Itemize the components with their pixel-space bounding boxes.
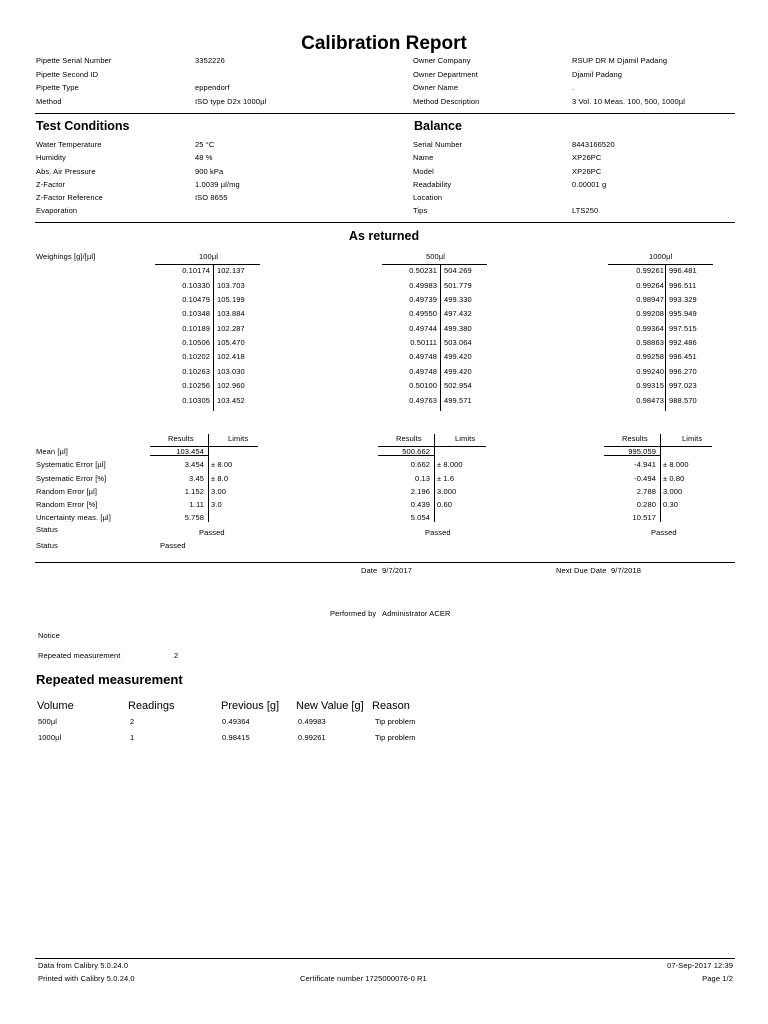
weighing-mass-g: 0.49550 — [409, 309, 437, 318]
balance-value: 8443166520 — [572, 140, 615, 149]
repeat-readings: 2 — [130, 717, 135, 726]
method-description-value: 3 Vol. 10 Meas. 100, 500, 1000µl — [572, 97, 686, 106]
result-sys-err-ul: 0.662 — [410, 460, 430, 469]
row-label-rand-pct: Random Error [%] — [36, 500, 98, 509]
weighing-volume-ul: 105.470 — [217, 338, 245, 347]
volume-status: Passed — [199, 528, 225, 537]
owner-department-value: Djamil Padang — [572, 70, 623, 79]
weighing-volume-ul: 995.949 — [669, 309, 697, 318]
weighing-mass-g: 0.10506 — [182, 338, 210, 347]
repeat-previous: 0.49364 — [222, 717, 250, 726]
weighing-volume-ul: 102.137 — [217, 266, 245, 275]
weighing-volume-ul: 103.703 — [217, 281, 245, 290]
weighing-mass-g: 0.98473 — [636, 396, 664, 405]
footer-page: Page 1/2 — [702, 974, 733, 983]
limit-rand-err-pct-limit: 0.60 — [437, 500, 452, 509]
weighing-volume-ul: 502.954 — [444, 381, 472, 390]
result-uncertainty: 10.517 — [632, 513, 656, 522]
balance-label: Name — [413, 153, 434, 162]
weighing-volume-ul: 499.420 — [444, 367, 472, 376]
divider — [35, 113, 735, 114]
balance-value: XP26PC — [572, 167, 602, 176]
limit-sys-err-ul-limit: ± 8.000 — [437, 460, 463, 469]
footer-printed-with: Printed with Calibry 5.0.24.0 — [38, 974, 135, 983]
limit-rand-err-ul-limit: 3.00 — [211, 487, 226, 496]
results-header: Results — [396, 434, 422, 443]
repeat-previous: 0.98415 — [222, 733, 250, 742]
owner-company-value: RSUP DR M Djamil Padang — [572, 56, 668, 65]
weighing-mass-g: 0.49983 — [409, 281, 437, 290]
tc-value: ISO 8655 — [195, 193, 228, 202]
result-uncertainty: 5.054 — [410, 513, 430, 522]
weighing-mass-g: 0.10263 — [182, 367, 210, 376]
weighing-mass-g: 0.10174 — [182, 266, 210, 275]
owner-name-label: Owner Name — [413, 83, 459, 92]
weighing-mass-g: 0.50111 — [410, 338, 437, 347]
footer-data-from: Data from Calibry 5.0.24.0 — [38, 961, 129, 970]
weighings-label: Weighings [g]/[µl] — [36, 252, 96, 261]
owner-department-label: Owner Department — [413, 70, 478, 79]
pipette-serial-label: Pipette Serial Number — [36, 56, 112, 65]
method-value: ISO type D2x 1000µl — [195, 97, 267, 106]
row-label-uncertainty: Uncertainty meas. [µl] — [36, 513, 111, 522]
limit-rand-err-pct-limit: 3.0 — [211, 500, 222, 509]
pipette-type-value: eppendorf — [195, 83, 230, 92]
result-mean: 995.059 — [628, 447, 656, 456]
limit-rand-err-ul-limit: 3.000 — [663, 487, 683, 496]
weighing-rule — [608, 264, 713, 265]
balance-label: Model — [413, 167, 434, 176]
row-label-status-overall: Status — [36, 541, 58, 550]
repeated-measurement-label: Repeated measurement — [38, 651, 121, 660]
repeat-volume: 1000µl — [38, 733, 62, 742]
limit-sys-err-pct-limit: ± 1.6 — [437, 474, 455, 483]
repeated-measurement-count: 2 — [174, 651, 179, 660]
weighing-mass-g: 0.10189 — [182, 324, 210, 333]
weighing-volume-ul: 499.380 — [444, 324, 472, 333]
divider — [35, 222, 735, 223]
mean-rule — [378, 455, 434, 456]
weighing-mass-g: 0.98863 — [636, 338, 664, 347]
weighing-mass-g: 0.10202 — [182, 352, 210, 361]
weighing-volume-ul: 993.329 — [669, 295, 697, 304]
footer-divider — [35, 958, 735, 959]
weighing-volume-ul: 499.330 — [444, 295, 472, 304]
weighing-mass-g: 0.49744 — [409, 324, 437, 333]
result-mean: 500.662 — [402, 447, 430, 456]
weighing-volume-ul: 105.199 — [217, 295, 245, 304]
weighing-mass-g: 0.10305 — [182, 396, 210, 405]
repeat-new-value: 0.99261 — [298, 733, 326, 742]
overall-status: Passed — [160, 541, 186, 550]
weighing-mass-g: 0.98947 — [636, 295, 664, 304]
result-rand-err-pct: 0.280 — [636, 500, 656, 509]
volume-status: Passed — [651, 528, 677, 537]
result-sys-err-pct: 3.45 — [189, 474, 204, 483]
limits-header: Limits — [682, 434, 703, 443]
weighing-volume-ul: 103.884 — [217, 309, 245, 318]
limit-sys-err-ul-limit: ± 8.000 — [663, 460, 689, 469]
results-divider — [434, 434, 435, 522]
weighing-volume-ul: 103.030 — [217, 367, 245, 376]
limit-sys-err-pct-limit: ± 8.0 — [211, 474, 229, 483]
col-readings: Readings — [128, 700, 175, 712]
limit-sys-err-ul-limit: ± 8.00 — [211, 460, 233, 469]
repeat-reason: Tip problem — [375, 733, 416, 742]
weighing-volume-ul: 103.452 — [217, 396, 245, 405]
volume-header-100: 100µl — [199, 252, 219, 261]
repeated-heading: Repeated measurement — [36, 672, 183, 687]
tc-label: Water Temperature — [36, 140, 102, 149]
result-mean: 103.454 — [176, 447, 204, 456]
weighing-mass-g: 0.10479 — [182, 295, 210, 304]
result-sys-err-pct: 0.13 — [415, 474, 430, 483]
weighing-volume-ul: 996.270 — [669, 367, 697, 376]
weighing-volume-ul: 102.287 — [217, 324, 245, 333]
balance-label: Location — [413, 193, 443, 202]
weighing-volume-ul: 499.420 — [444, 352, 472, 361]
weighing-mass-g: 0.99258 — [636, 352, 664, 361]
as-returned-heading: As returned — [348, 229, 420, 243]
balance-value: LTS250 — [572, 206, 599, 215]
weighing-volume-ul: 992.486 — [669, 338, 697, 347]
weighing-divider — [213, 264, 214, 411]
volume-header-500: 500µl — [426, 252, 446, 261]
weighing-volume-ul: 503.064 — [444, 338, 472, 347]
tc-label: Abs. Air Pressure — [36, 167, 96, 176]
col-reason: Reason — [372, 700, 410, 712]
tc-label: Humidity — [36, 153, 66, 162]
row-label-rand-ul: Random Error [µl] — [36, 487, 98, 496]
limit-rand-err-pct-limit: 0.30 — [663, 500, 678, 509]
limit-rand-err-ul-limit: 3.000 — [437, 487, 457, 496]
limits-header: Limits — [228, 434, 249, 443]
result-uncertainty: 5.758 — [184, 513, 204, 522]
performed-by-label: Performed by — [330, 609, 377, 618]
weighing-volume-ul: 499.571 — [444, 396, 472, 405]
weighing-mass-g: 0.49748 — [409, 352, 437, 361]
weighing-mass-g: 0.99364 — [636, 324, 664, 333]
notice-label: Notice — [38, 631, 60, 640]
weighing-rule — [382, 264, 487, 265]
results-header: Results — [168, 434, 194, 443]
result-rand-err-ul: 1.152 — [184, 487, 204, 496]
pipette-type-label: Pipette Type — [36, 83, 79, 92]
weighing-mass-g: 0.49748 — [409, 367, 437, 376]
test-conditions-heading: Test Conditions — [36, 119, 130, 133]
owner-name-value: . — [572, 83, 575, 92]
date-label: Date — [361, 566, 378, 575]
result-rand-err-pct: 1.11 — [189, 500, 204, 509]
weighing-mass-g: 0.99240 — [636, 367, 664, 376]
weighing-mass-g: 0.99264 — [636, 281, 664, 290]
weighing-volume-ul: 996.511 — [669, 281, 697, 290]
weighing-volume-ul: 501.779 — [444, 281, 472, 290]
mean-rule — [604, 455, 660, 456]
balance-label: Readability — [413, 180, 452, 189]
result-sys-err-ul: 3.454 — [184, 460, 204, 469]
divider — [35, 562, 735, 563]
weighing-volume-ul: 102.960 — [217, 381, 245, 390]
repeat-volume: 500µl — [38, 717, 58, 726]
weighing-mass-g: 0.10330 — [182, 281, 210, 290]
pipette-serial-value: 3352226 — [195, 56, 225, 65]
performed-by-value: Administrator ACER — [382, 609, 451, 618]
results-divider — [208, 434, 209, 522]
result-rand-err-pct: 0.439 — [410, 500, 430, 509]
row-label-status: Status — [36, 525, 58, 534]
owner-company-label: Owner Company — [413, 56, 471, 65]
weighing-volume-ul: 504.269 — [444, 266, 472, 275]
row-label-sys-ul: Systematic Error [µl] — [36, 460, 106, 469]
limits-header: Limits — [455, 434, 476, 443]
weighing-divider — [665, 264, 666, 411]
col-new-value: New Value [g] — [296, 700, 364, 712]
repeat-new-value: 0.49983 — [298, 717, 326, 726]
results-divider — [660, 434, 661, 522]
weighing-divider — [440, 264, 441, 411]
weighing-volume-ul: 997.023 — [669, 381, 697, 390]
weighing-mass-g: 0.50231 — [409, 266, 437, 275]
balance-label: Tips — [413, 206, 428, 215]
footer-certificate: Certificate number 1725000076-0 R1 — [300, 974, 427, 983]
col-previous: Previous [g] — [221, 700, 280, 712]
weighing-volume-ul: 988.570 — [669, 396, 697, 405]
repeat-readings: 1 — [130, 733, 135, 742]
limit-sys-err-pct-limit: ± 0.80 — [663, 474, 685, 483]
tc-value: 1.0039 µl/mg — [195, 180, 240, 189]
method-description-label: Method Description — [413, 97, 480, 106]
row-label-mean: Mean [µl] — [36, 447, 68, 456]
pipette-second-id-label: Pipette Second ID — [36, 70, 99, 79]
weighing-mass-g: 0.10256 — [182, 381, 210, 390]
weighing-mass-g: 0.99261 — [636, 266, 664, 275]
volume-header-1000: 1000µl — [649, 252, 673, 261]
weighing-mass-g: 0.10348 — [182, 309, 210, 318]
balance-heading: Balance — [414, 119, 462, 133]
method-label: Method — [36, 97, 62, 106]
weighing-volume-ul: 497.432 — [444, 309, 472, 318]
weighing-volume-ul: 102.418 — [217, 352, 245, 361]
tc-value: 48 % — [195, 153, 213, 162]
result-rand-err-ul: 2.788 — [636, 487, 656, 496]
row-label-sys-pct: Systematic Error [%] — [36, 474, 107, 483]
volume-status: Passed — [425, 528, 451, 537]
footer-datetime: 07-Sep-2017 12:39 — [667, 961, 733, 970]
repeat-reason: Tip problem — [375, 717, 416, 726]
weighing-volume-ul: 996.451 — [669, 352, 697, 361]
page-title: Calibration Report — [301, 33, 467, 54]
next-due-value: 9/7/2018 — [611, 566, 641, 575]
balance-value: XP26PC — [572, 153, 602, 162]
weighing-volume-ul: 996.481 — [669, 266, 697, 275]
weighing-mass-g: 0.99208 — [636, 309, 664, 318]
weighing-mass-g: 0.99315 — [636, 381, 664, 390]
balance-value: 0.00001 g — [572, 180, 607, 189]
mean-rule — [150, 455, 208, 456]
weighing-mass-g: 0.49763 — [409, 396, 437, 405]
balance-label: Serial Number — [413, 140, 463, 149]
tc-value: 25 °C — [195, 140, 215, 149]
result-sys-err-ul: -4.941 — [634, 460, 656, 469]
weighing-mass-g: 0.49739 — [409, 295, 437, 304]
result-rand-err-ul: 2.196 — [410, 487, 430, 496]
tc-label: Evaporation — [36, 206, 78, 215]
tc-value: 900 kPa — [195, 167, 224, 176]
weighing-volume-ul: 997.515 — [669, 324, 697, 333]
date-value: 9/7/2017 — [382, 566, 412, 575]
weighing-mass-g: 0.50100 — [409, 381, 437, 390]
result-sys-err-pct: -0.494 — [634, 474, 656, 483]
next-due-label: Next Due Date — [556, 566, 607, 575]
tc-label: Z-Factor Reference — [36, 193, 103, 202]
tc-label: Z-Factor — [36, 180, 66, 189]
col-volume: Volume — [37, 700, 74, 712]
weighing-rule — [155, 264, 260, 265]
results-header: Results — [622, 434, 648, 443]
